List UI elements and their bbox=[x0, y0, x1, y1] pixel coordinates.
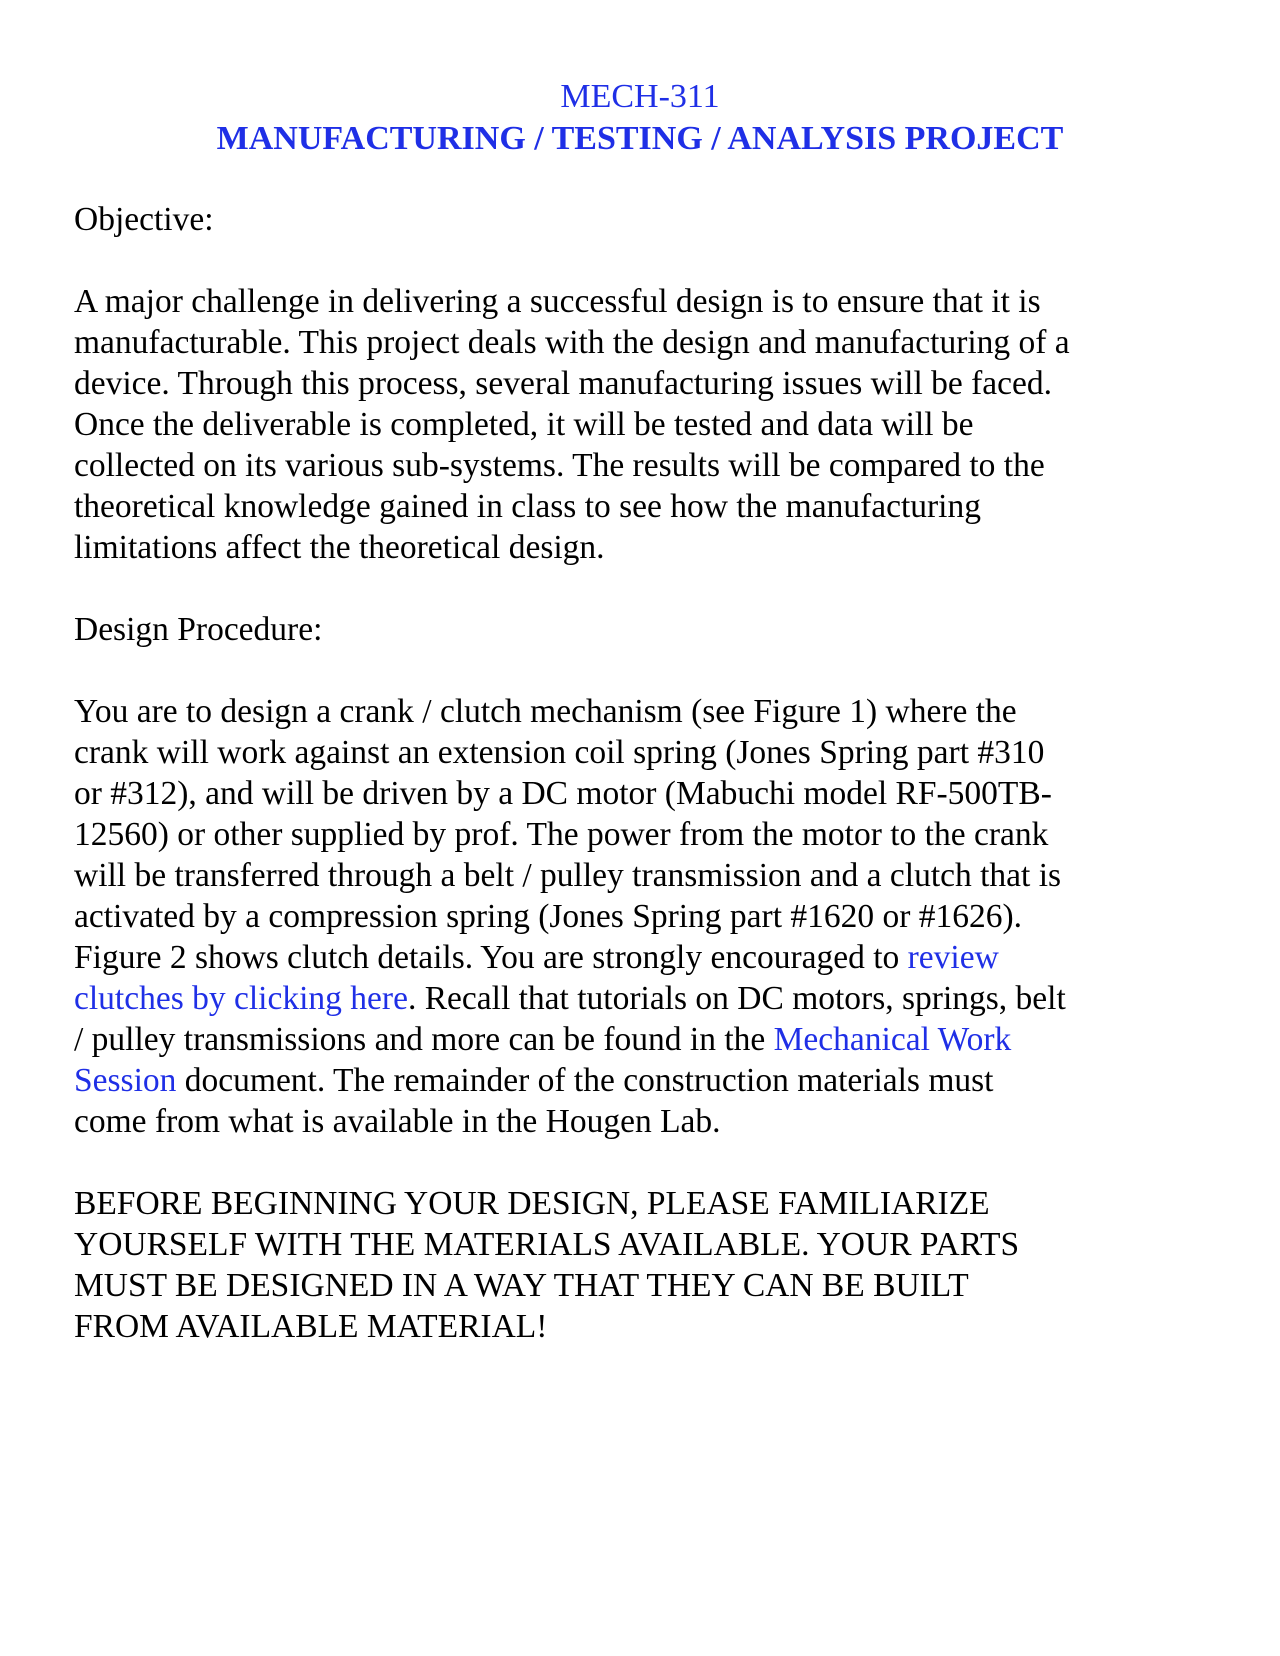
warning-line: MUST BE DESIGNED IN A WAY THAT THEY CAN BE BUILT bbox=[74, 1267, 969, 1304]
design-line: come from what is available in the Hougen Lab. bbox=[74, 1103, 721, 1140]
design-line: You are to design a crank / clutch mechanism (see Figure 1) where the bbox=[74, 693, 1017, 730]
design-line: will be transferred through a belt / pulley transmission and a clutch that is bbox=[74, 857, 1062, 894]
design-line-text: Figure 2 shows clutch details. You are strongly encouraged to bbox=[74, 939, 908, 976]
mechanical-work-session-link[interactable]: Mechanical Work bbox=[773, 1021, 1012, 1058]
design-line: activated by a compression spring (Jones Spring part #1620 or #1626). bbox=[74, 898, 1023, 935]
design-line: crank will work against an extension coil spring (Jones Spring part #310 bbox=[74, 734, 1045, 771]
project-title: MANUFACTURING / TESTING / ANALYSIS PROJECT bbox=[216, 120, 1064, 157]
design-line bbox=[74, 1020, 1011, 1060]
warning-line: FROM AVAILABLE MATERIAL! bbox=[74, 1308, 548, 1345]
objective-line: Once the deliverable is completed, it will be tested and data will be bbox=[74, 406, 974, 443]
design-line bbox=[74, 1061, 994, 1101]
design-line: 12560) or other supplied by prof. The power from the motor to the crank bbox=[74, 816, 1049, 853]
objective-heading: Objective: bbox=[74, 201, 214, 238]
objective-line: device. Through this process, several manufacturing issues will be faced. bbox=[74, 365, 1053, 402]
design-line: or #312), and will be driven by a DC motor (Mabuchi model RF-500TB- bbox=[74, 775, 1052, 812]
mechanical-work-session-link[interactable]: Session bbox=[74, 1062, 177, 1099]
design-line-text: / pulley transmissions and more can be found in the bbox=[74, 1021, 774, 1058]
objective-line: manufacturable. This project deals with the design and manufacturing of a bbox=[74, 324, 1070, 361]
objective-line: A major challenge in delivering a successful design is to ensure that it is bbox=[74, 283, 1041, 320]
design-line bbox=[74, 979, 1066, 1019]
design-line-text: document. The remainder of the construction materials must bbox=[176, 1062, 994, 1099]
design-line bbox=[74, 938, 999, 978]
review-clutches-link[interactable]: review bbox=[907, 939, 999, 976]
objective-line: limitations affect the theoretical design. bbox=[74, 529, 605, 566]
design-procedure-heading: Design Procedure: bbox=[74, 611, 323, 648]
warning-line: YOURSELF WITH THE MATERIALS AVAILABLE. YOUR PARTS bbox=[74, 1226, 1020, 1263]
objective-line: theoretical knowledge gained in class to see how the manufacturing bbox=[74, 488, 981, 525]
warning-line: BEFORE BEGINNING YOUR DESIGN, PLEASE FAMILIARIZE bbox=[74, 1185, 990, 1222]
review-clutches-link[interactable]: clutches by clicking here bbox=[74, 980, 408, 1017]
course-code: MECH-311 bbox=[560, 78, 720, 115]
objective-line: collected on its various sub-systems. The results will be compared to the bbox=[74, 447, 1045, 484]
design-line-text: . Recall that tutorials on DC motors, springs, belt bbox=[407, 980, 1066, 1017]
